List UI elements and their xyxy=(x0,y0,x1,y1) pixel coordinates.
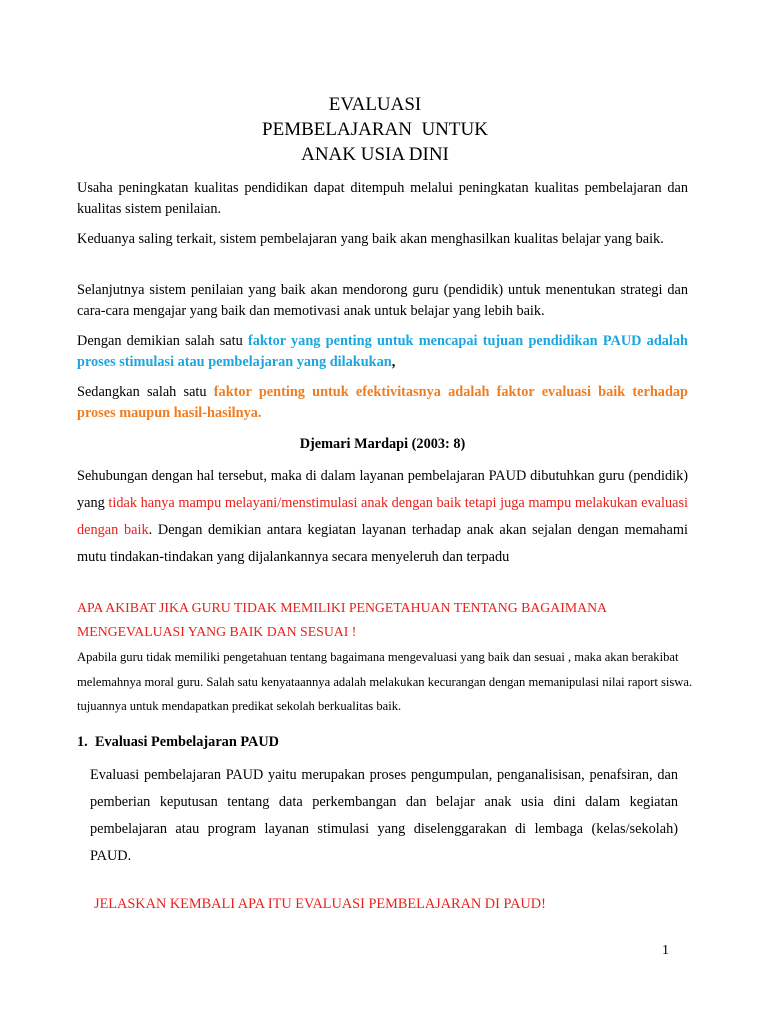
paragraph-6-tail: . Dengan demikian antara kegiatan layanan terhadap anak akan sejalan dengan memahami mutu tindakan-tindakan yang dijalankannya secara menyeleruh dan terpadu xyxy=(77,522,688,565)
title-line-1: EVALUASI xyxy=(328,94,422,115)
paragraph-6-highlight: tidak hanya mampu melayani/menstimulasi anak dengan baik tetapi juga mampu melakukan evaluasi dengan baik xyxy=(77,495,688,538)
answer-1: Apabila guru tidak memiliki pengetahuan tentang bagaimana mengevaluasi yang baik dan sesuai , maka akan berakibat melemahnya moral guru. Salah satu kenyataannya adalah melakukan kecurangan dengan memanipulasi nilai raport siswa. tujuannya untuk mendapatkan predikat sekolah berkualitas baik. xyxy=(77,650,693,713)
document-title xyxy=(0,92,750,167)
citation: Djemari Mardapi (2003: 8) xyxy=(299,436,466,452)
section-1-body: Evaluasi pembelajaran PAUD yaitu merupakan proses pengumpulan, penganalisisan, penafsiran, dan pemberian keputusan tentang data perkembangan dan belajar anak usia dini dalam kegiatan pembelajaran atau program layanan stimulasi yang diselenggarakan di lembaga (kelas/sekolah) PAUD. xyxy=(90,767,678,864)
section-1-heading xyxy=(77,734,279,751)
paragraph-4-tail: , xyxy=(391,353,396,370)
question-1: APA AKIBAT JIKA GURU TIDAK MEMILIKI PENGETAHUAN TENTANG BAGAIMANA MENGEVALUASI YANG BAIK DAN SESUAI ! xyxy=(77,600,607,639)
paragraph-4-lead: Dengan demikian salah satu xyxy=(77,333,248,349)
paragraph-5-highlight: faktor penting untuk efektivitasnya adalah faktor evaluasi baik terhadap proses maupun hasil-hasilnya. xyxy=(77,384,689,421)
section-1-title: Evaluasi Pembelajaran PAUD xyxy=(95,734,279,750)
paragraph-4 xyxy=(77,331,688,372)
paragraph-5 xyxy=(77,382,688,423)
paragraph-1: Usaha peningkatan kualitas pendidikan dapat ditempuh melalui peningkatan kualitas pembelajaran dan kualitas sistem penilaian. xyxy=(77,180,688,217)
title-line-3: ANAK USIA DINI xyxy=(301,144,449,165)
paragraph-4-highlight: faktor yang penting untuk mencapai tujuan pendidikan PAUD adalah proses stimulasi atau pembelajaran yang dilakukan xyxy=(77,333,689,370)
title-line-2: PEMBELAJARAN UNTUK xyxy=(262,119,488,140)
paragraph-6-lead: Sehubungan dengan hal tersebut, maka di dalam layanan pembelajaran PAUD dibutuhkan guru (pendidik) yang xyxy=(77,468,688,511)
section-1-number: 1. xyxy=(77,734,88,750)
paragraph-5-lead: Sedangkan salah satu xyxy=(77,384,214,400)
question-2: JELASKAN KEMBALI APA ITU EVALUASI PEMBELAJARAN DI PAUD! xyxy=(94,896,546,912)
paragraph-6 xyxy=(77,463,688,571)
paragraph-3: Selanjutnya sistem penilaian yang baik akan mendorong guru (pendidik) untuk menentukan strategi dan cara-cara mengajar yang baik dan memotivasi anak untuk belajar yang lebih baik. xyxy=(77,282,688,319)
paragraph-2: Keduanya saling terkait, sistem pembelajaran yang baik akan menghasilkan kualitas belajar yang baik. xyxy=(77,231,664,247)
page-number: 1 xyxy=(662,943,669,958)
